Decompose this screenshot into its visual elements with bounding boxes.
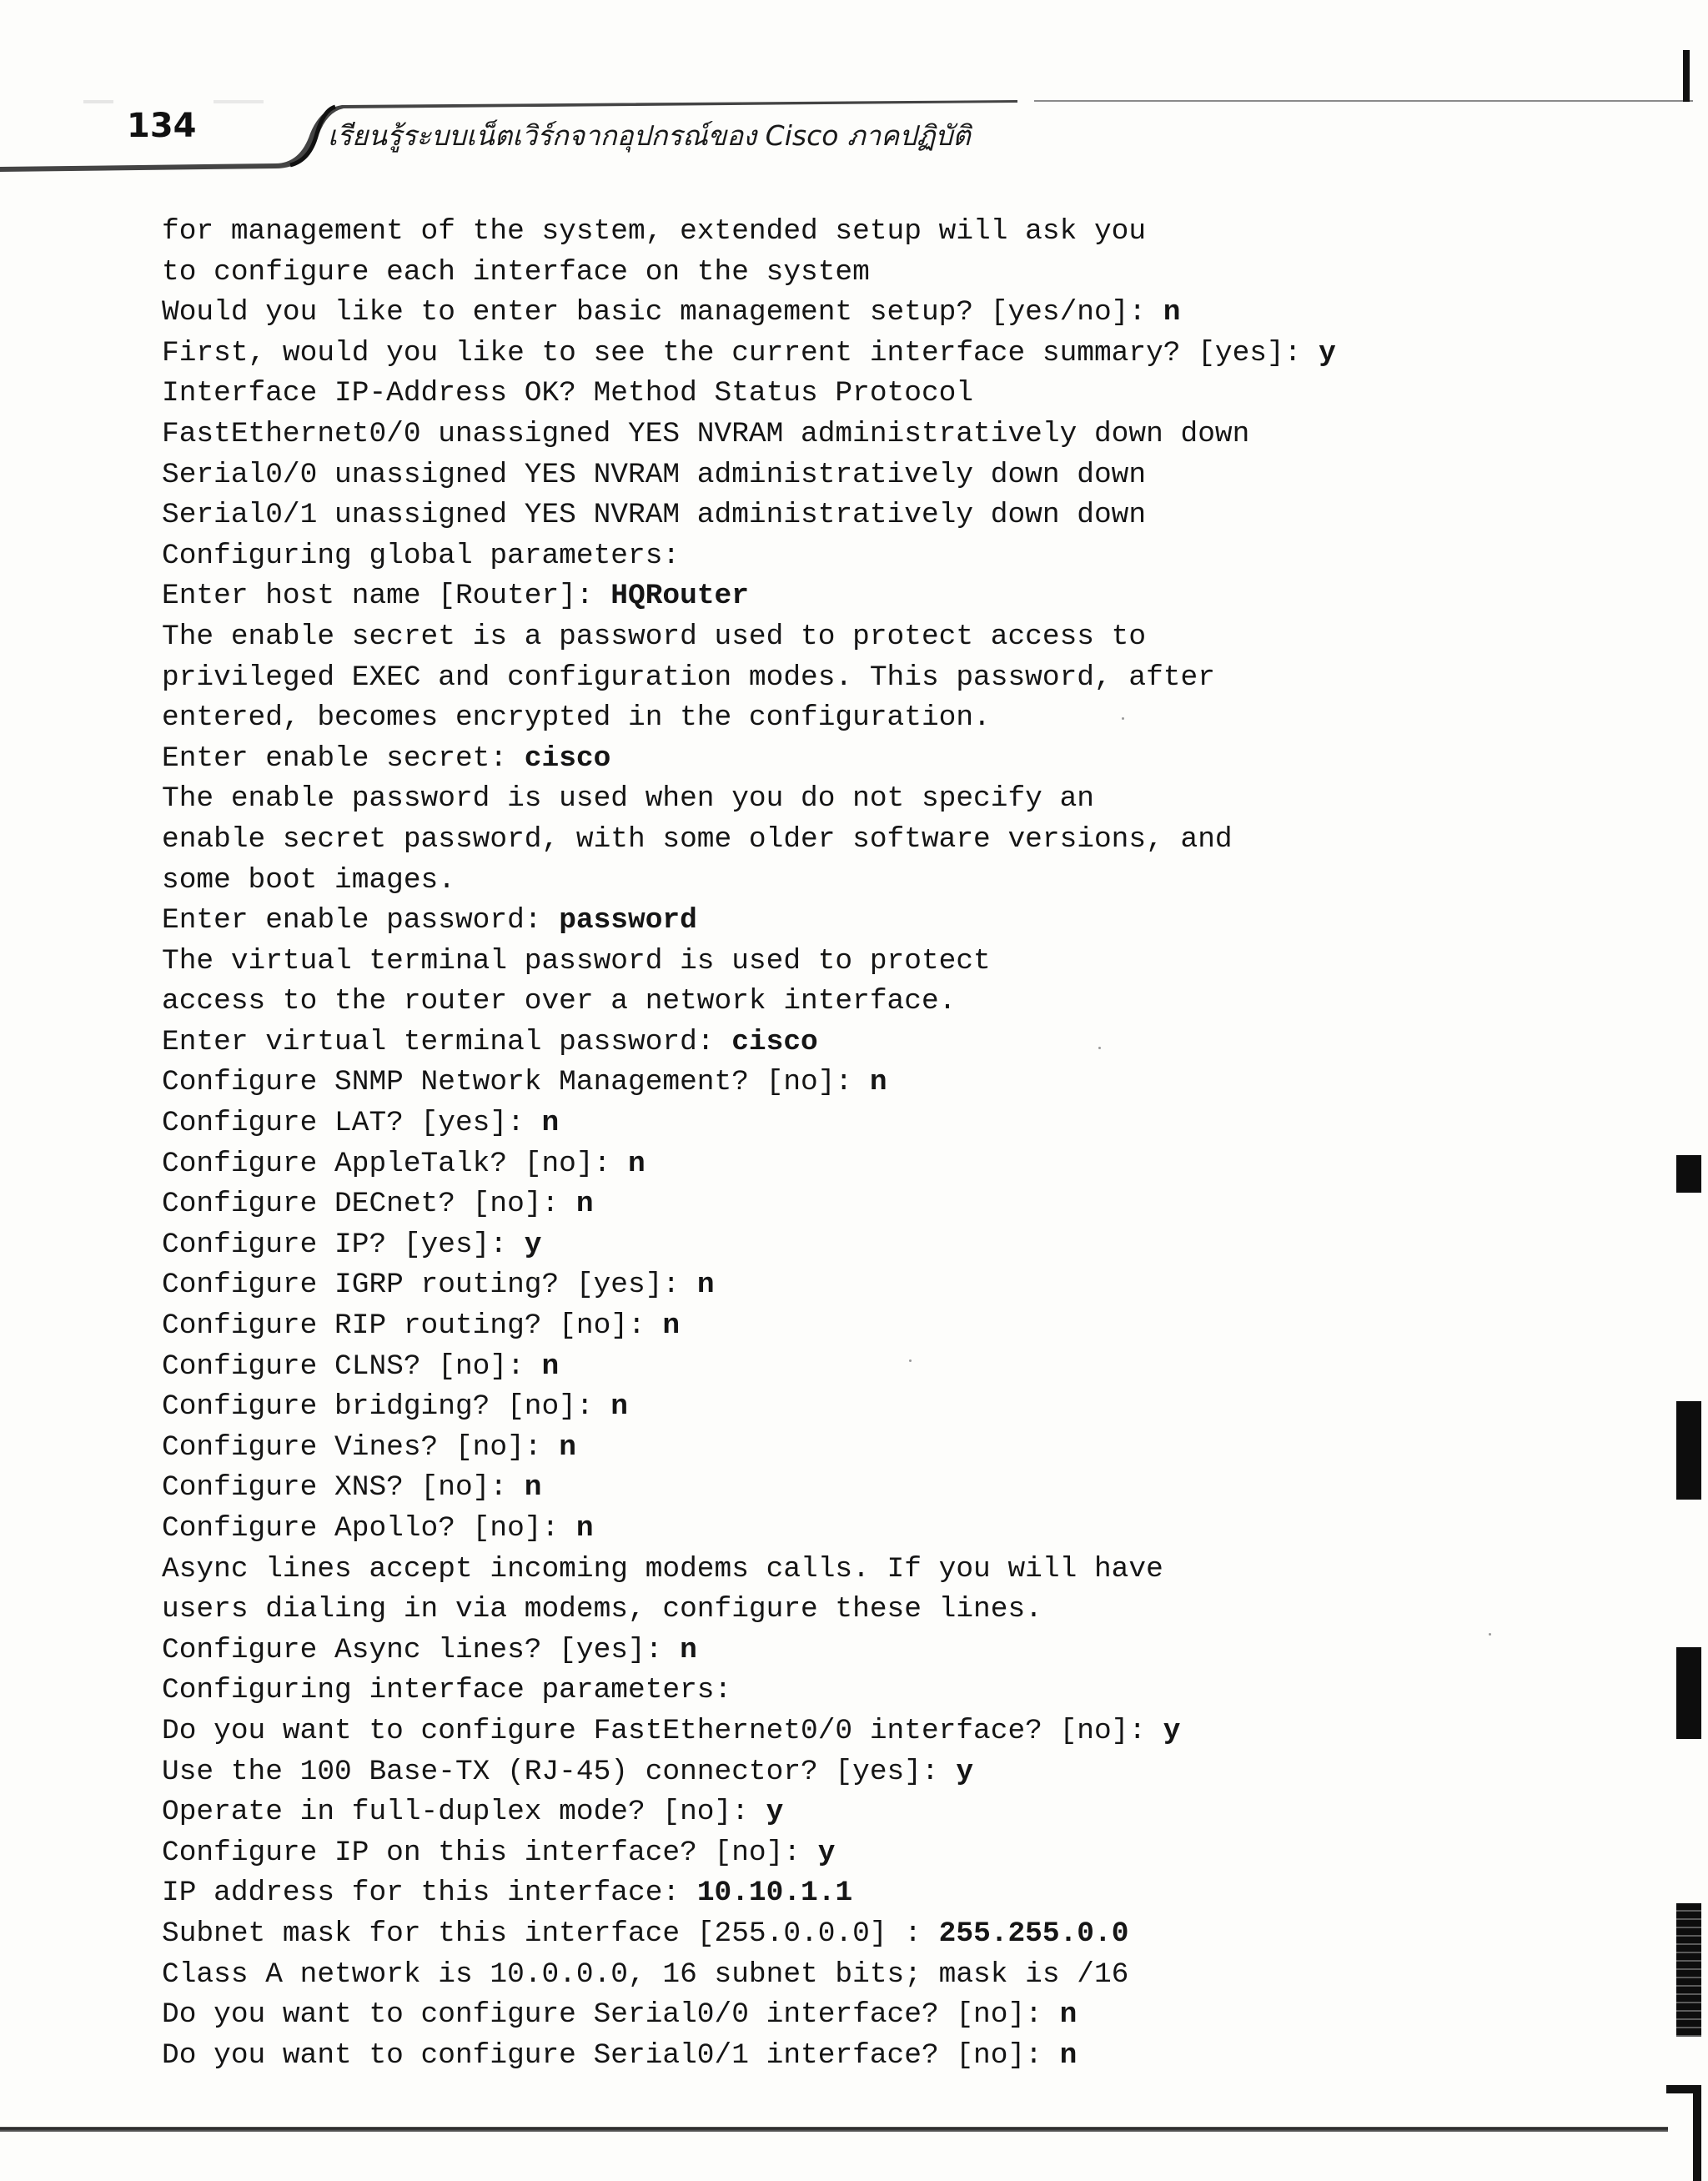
- console-prompt-text: Configure CLNS? [no]:: [162, 1349, 542, 1383]
- console-prompt-text: privileged EXEC and configuration modes. This password, after: [162, 661, 1215, 694]
- console-line: [162, 739, 1336, 780]
- margin-marker: [1676, 1401, 1701, 1500]
- console-prompt-text: Do you want to configure Serial0/1 interface? [no]:: [162, 2038, 1060, 2072]
- console-user-input: n: [1059, 1998, 1078, 2032]
- console-user-input: y: [766, 1796, 784, 1829]
- console-line: [162, 1590, 1336, 1631]
- scan-speck: [1122, 717, 1124, 720]
- console-line: [162, 1631, 1336, 1671]
- console-line: [162, 495, 1336, 536]
- console-prompt-text: Configure Vines? [no]:: [162, 1430, 560, 1464]
- console-user-input: y: [956, 1755, 974, 1788]
- console-line: [162, 1428, 1336, 1469]
- console-prompt-text: Configuring global parameters:: [162, 539, 681, 572]
- console-prompt-text: The virtual terminal password is used to protect: [162, 944, 991, 977]
- console-prompt-text: First, would you like to see the current interface summary? [yes]:: [162, 336, 1319, 369]
- console-user-input: password: [559, 904, 697, 937]
- console-transcript: [162, 212, 1336, 2076]
- page-header: [0, 100, 1708, 183]
- console-line: [162, 1103, 1336, 1144]
- margin-marker: [1676, 1903, 1701, 2037]
- console-prompt-text: Configure SNMP Network Management? [no]:: [162, 1066, 870, 1099]
- console-line: [162, 1184, 1336, 1225]
- console-prompt-text: entered, becomes encrypted in the configuration.: [162, 701, 991, 735]
- footer-rule: [0, 2127, 1668, 2132]
- margin-marker: [1676, 1647, 1701, 1739]
- console-user-input: n: [610, 1390, 629, 1424]
- console-line: [162, 1550, 1336, 1591]
- console-prompt-text: Configure IP? [yes]:: [162, 1228, 525, 1261]
- console-user-input: y: [1319, 336, 1336, 369]
- console-user-input: n: [559, 1430, 576, 1464]
- console-user-input: n: [524, 1471, 542, 1505]
- console-user-input: n: [680, 1633, 697, 1666]
- console-line: [162, 1347, 1336, 1388]
- console-user-input: n: [696, 1269, 715, 1302]
- console-line: [162, 1873, 1336, 1914]
- console-prompt-text: Configure bridging? [no]:: [162, 1390, 611, 1424]
- console-line: [162, 455, 1336, 496]
- console-line: [162, 1144, 1336, 1185]
- console-prompt-text: Configure RIP routing? [no]:: [162, 1309, 663, 1343]
- console-prompt-text: Async lines accept incoming modems calls. If you will have: [162, 1552, 1163, 1585]
- console-user-input: n: [541, 1107, 560, 1140]
- console-line: [162, 212, 1336, 253]
- console-line: [162, 1711, 1336, 1752]
- console-prompt-text: Do you want to configure Serial0/0 interface? [no]:: [162, 1998, 1060, 2032]
- console-line: [162, 658, 1336, 699]
- footer-corner-stem: [1693, 2085, 1701, 2181]
- console-user-input: n: [662, 1309, 681, 1343]
- console-prompt-text: enable secret password, with some older software versions, and: [162, 822, 1233, 856]
- running-title: เรียนรู้ระบบเน็ตเวิร์กจากอุปกรณ์ของ Cisco ภาคปฏิบัติ: [328, 119, 971, 152]
- console-line: [162, 334, 1336, 374]
- console-prompt-text: some boot images.: [162, 863, 455, 897]
- console-line: [162, 1265, 1336, 1306]
- console-user-input: n: [575, 1188, 594, 1221]
- console-prompt-text: Do you want to configure FastEthernet0/0 interface? [no]:: [162, 1714, 1163, 1747]
- console-line: [162, 293, 1336, 334]
- console-prompt-text: The enable password is used when you do not specify an: [162, 782, 1094, 816]
- margin-marker: [1676, 1155, 1701, 1193]
- console-line: [162, 1225, 1336, 1266]
- console-prompt-text: Configure IGRP routing? [yes]:: [162, 1269, 697, 1302]
- console-user-input: cisco: [524, 741, 611, 775]
- console-user-input: 255.255.0.0: [938, 1917, 1129, 1950]
- console-line: [162, 253, 1336, 294]
- console-prompt-text: Operate in full-duplex mode? [no]:: [162, 1796, 766, 1829]
- console-prompt-text: to configure each interface on the system: [162, 255, 870, 289]
- console-line: [162, 374, 1336, 415]
- console-line: [162, 1995, 1336, 2036]
- console-user-input: n: [1059, 2038, 1078, 2072]
- console-prompt-text: Class A network is 10.0.0.0, 16 subnet bits; mask is /16: [162, 1957, 1129, 1991]
- console-prompt-text: Enter virtual terminal password:: [162, 1025, 732, 1058]
- console-user-input: n: [628, 1147, 646, 1180]
- console-prompt-text: Serial0/0 unassigned YES NVRAM administratively down down: [162, 458, 1147, 491]
- console-user-input: cisco: [731, 1025, 818, 1058]
- console-prompt-text: Interface IP-Address OK? Method Status Protocol: [162, 377, 974, 410]
- console-line: [162, 1752, 1336, 1793]
- console-prompt-text: Enter host name [Router]:: [162, 580, 611, 613]
- console-prompt-text: IP address for this interface:: [162, 1877, 697, 1910]
- console-prompt-text: Configure DECnet? [no]:: [162, 1188, 576, 1221]
- console-line: [162, 1671, 1336, 1711]
- console-line: [162, 698, 1336, 739]
- console-user-input: n: [575, 1512, 594, 1545]
- console-line: [162, 942, 1336, 982]
- console-line: [162, 1063, 1336, 1103]
- console-prompt-text: access to the router over a network interface.: [162, 985, 957, 1018]
- scan-speck: [1489, 1633, 1491, 1636]
- scan-speck: [1098, 1047, 1101, 1049]
- console-prompt-text: Configuring interface parameters:: [162, 1674, 732, 1707]
- console-line: [162, 1387, 1336, 1428]
- console-user-input: n: [1163, 296, 1181, 329]
- console-line: [162, 1306, 1336, 1347]
- console-user-input: y: [817, 1836, 836, 1869]
- console-prompt-text: Serial0/1 unassigned YES NVRAM administratively down down: [162, 499, 1147, 532]
- scan-speck: [909, 1359, 912, 1362]
- console-prompt-text: users dialing in via modems, configure these lines.: [162, 1593, 1042, 1626]
- console-line: [162, 2036, 1336, 2077]
- console-user-input: HQRouter: [610, 580, 749, 613]
- console-prompt-text: Configure Apollo? [no]:: [162, 1512, 576, 1545]
- console-line: [162, 820, 1336, 861]
- header-rule: [1034, 100, 1693, 102]
- console-prompt-text: Enter enable secret:: [162, 741, 525, 775]
- console-line: [162, 1792, 1336, 1833]
- console-user-input: n: [541, 1349, 560, 1383]
- console-line: [162, 982, 1336, 1023]
- console-prompt-text: for management of the system, extended setup will ask you: [162, 215, 1147, 248]
- console-line: [162, 861, 1336, 902]
- console-prompt-text: FastEthernet0/0 unassigned YES NVRAM administratively down down: [162, 417, 1250, 450]
- console-prompt-text: Would you like to enter basic management setup? [yes/no]:: [162, 296, 1163, 329]
- console-prompt-text: Configure XNS? [no]:: [162, 1471, 525, 1505]
- console-line: [162, 1509, 1336, 1550]
- console-line: [162, 1468, 1336, 1509]
- header-corner-mark: [1683, 50, 1690, 102]
- console-prompt-text: Configure Async lines? [yes]:: [162, 1633, 681, 1666]
- console-line: [162, 1023, 1336, 1063]
- console-prompt-text: The enable secret is a password used to protect access to: [162, 620, 1147, 653]
- console-line: [162, 576, 1336, 617]
- console-line: [162, 617, 1336, 658]
- page-number: 134: [127, 107, 197, 145]
- console-line: [162, 536, 1336, 577]
- console-line: [162, 901, 1336, 942]
- console-prompt-text: Configure IP on this interface? [no]:: [162, 1836, 818, 1869]
- console-line: [162, 1955, 1336, 1996]
- console-prompt-text: Subnet mask for this interface [255.0.0.0] :: [162, 1917, 939, 1950]
- console-prompt-text: Use the 100 Base-TX (RJ-45) connector? [yes]:: [162, 1755, 957, 1788]
- console-prompt-text: Configure LAT? [yes]:: [162, 1107, 542, 1140]
- console-line: [162, 1833, 1336, 1874]
- console-user-input: 10.10.1.1: [696, 1877, 853, 1910]
- console-user-input: n: [869, 1066, 887, 1099]
- console-user-input: y: [1163, 1714, 1181, 1747]
- console-user-input: y: [524, 1228, 542, 1261]
- console-prompt-text: Configure AppleTalk? [no]:: [162, 1147, 628, 1180]
- console-line: [162, 779, 1336, 820]
- console-line: [162, 415, 1336, 455]
- console-prompt-text: Enter enable password:: [162, 904, 560, 937]
- console-line: [162, 1914, 1336, 1955]
